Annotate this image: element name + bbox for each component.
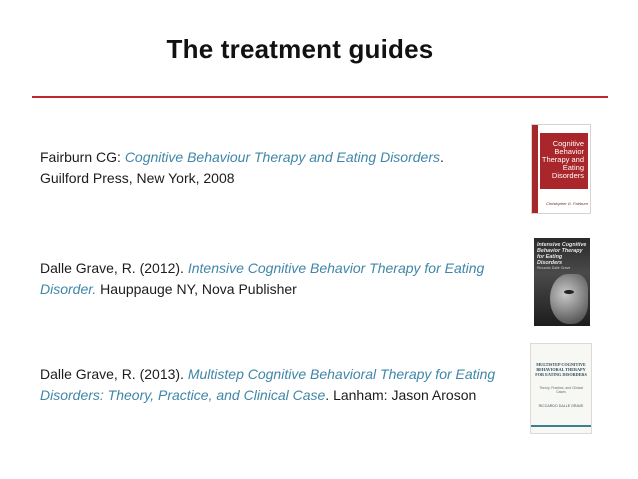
cover-author: Christopher G. Fairburn (545, 201, 588, 206)
cover-author: Riccardo Dalle Grave (537, 266, 571, 270)
cover-title-line: Eating (562, 163, 584, 172)
cover-subtitle: Theory, Practice, and Clinical Cases (539, 386, 583, 394)
mask-face-icon (550, 274, 588, 324)
cover-title: Intensive Cognitive Behavior Therapy for Eating Disorders (537, 242, 587, 266)
reference-1 (40, 147, 510, 189)
reference-publisher: . Lanham: Jason Aroson (325, 387, 477, 403)
cover-spine-band (532, 125, 538, 213)
cover-stripe (531, 425, 591, 427)
title-divider (32, 96, 608, 98)
cover-title-line: Cognitive (552, 139, 584, 148)
reference-publisher: Guilford Press, New York, 2008 (40, 170, 235, 186)
reference-title: Intensive Cognitive Behavior Therapy for Eating Disorder. (40, 260, 485, 297)
reference-title: Cognitive Behaviour Therapy and Eating Disorders (124, 149, 440, 165)
reference-author: Dalle Grave, R. (2012). (40, 260, 188, 276)
reference-publisher: Hauppauge NY, Nova Publisher (96, 281, 297, 297)
book-cover-1-icon (531, 124, 591, 214)
book-cover-3-icon (530, 343, 592, 434)
cover-title: MULTISTEP COGNITIVE BEHAVIORAL THERAPY FOR EATING DISORDERS (535, 362, 587, 377)
reference-2 (40, 258, 510, 300)
reference-title: Multistep Cognitive Behavioral Therapy for Eating Disorders: Theory, Practice, and Clinical Case (40, 366, 496, 403)
reference-author: Fairburn CG: (40, 149, 125, 165)
cover-title-line: Behavior (554, 147, 584, 156)
cover-title-line: Therapy and (541, 155, 584, 164)
cover-author: RICCARDO DALLE GRAVE (538, 404, 584, 408)
cover-title-line: Disorders (551, 171, 584, 180)
slide-title: The treatment guides (166, 34, 434, 64)
mask-eye-icon (564, 290, 574, 294)
reference-3 (40, 364, 510, 406)
cover-title-panel (540, 133, 588, 189)
book-cover-2-icon (534, 238, 590, 326)
reference-punct: . (439, 149, 444, 165)
reference-author: Dalle Grave, R. (2013). (40, 366, 188, 382)
